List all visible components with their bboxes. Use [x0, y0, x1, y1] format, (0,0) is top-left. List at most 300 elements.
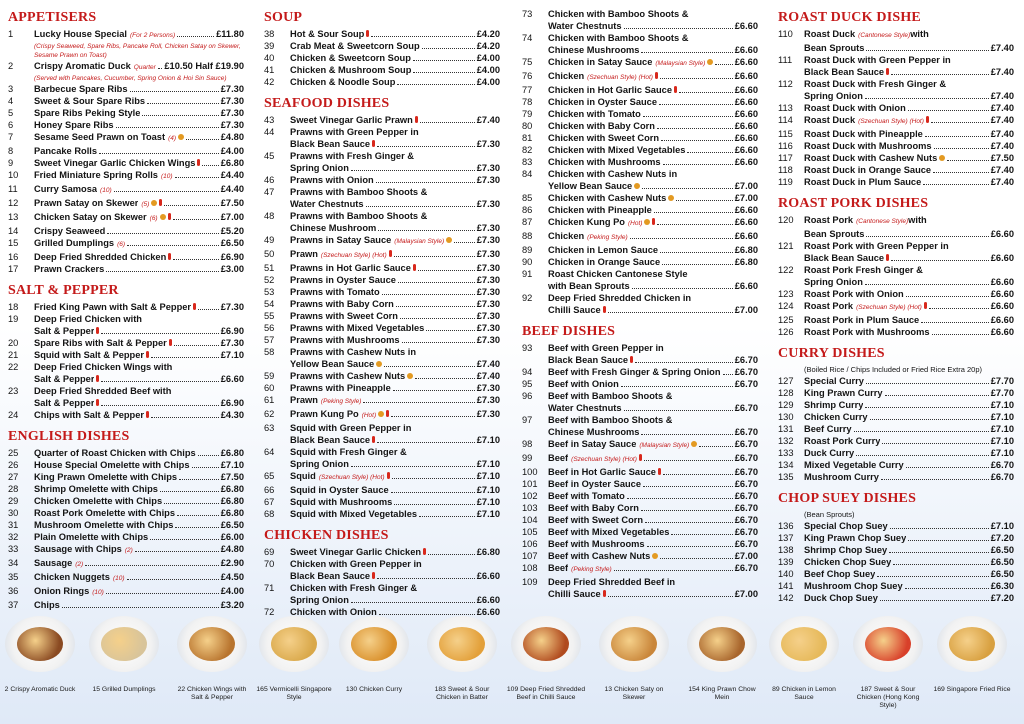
item-number: 130 — [778, 412, 794, 422]
menu-item — [8, 361, 244, 385]
item-number: 11 — [8, 184, 18, 194]
item-name: Roast Duck in Plum Sauce — [804, 177, 922, 187]
item-price: £6.60 — [734, 121, 758, 131]
item-price: £4.80 — [220, 132, 244, 142]
item-line — [290, 546, 500, 558]
item-name: Beef — [548, 453, 569, 463]
dish-photo — [932, 612, 1012, 694]
menu-item — [778, 580, 1014, 592]
item-body — [804, 375, 1014, 387]
item-price: £7.40 — [476, 115, 500, 125]
item-name-cont: Black Bean Sauce — [804, 253, 885, 263]
item-price: £6.30 — [990, 581, 1014, 591]
item-line — [804, 556, 1014, 568]
item-price: £6.70 — [734, 439, 758, 449]
leader-dots — [418, 270, 475, 271]
menu-item — [522, 438, 758, 452]
item-price: £11.80 — [216, 29, 244, 39]
item-price: £7.30 — [476, 323, 500, 333]
item-price: £7.10 — [476, 497, 500, 507]
item-name: Chips — [34, 600, 60, 610]
item-number: 46 — [264, 175, 275, 185]
item-name: Squid — [290, 471, 316, 481]
item-number: 100 — [522, 467, 538, 477]
item-line-2 — [290, 138, 500, 150]
menu-item — [778, 28, 1014, 54]
item-name: Prawn Satay on Skewer — [34, 198, 139, 208]
item-name-cont: Salt & Pepper — [34, 326, 95, 336]
item-price: £6.60 — [990, 277, 1014, 287]
item-line — [548, 292, 758, 304]
item-line — [804, 140, 1014, 152]
item-line — [804, 435, 1014, 447]
item-body — [34, 557, 244, 571]
item-line — [804, 152, 1014, 164]
item-price: £6.70 — [734, 379, 758, 389]
item-body — [804, 411, 1014, 423]
menu-item — [522, 478, 758, 490]
item-price: £7.30 — [220, 96, 244, 106]
item-price: £7.10 — [476, 471, 500, 481]
item-price: £7.30 — [476, 383, 500, 393]
food-image — [17, 627, 63, 661]
menu-item — [8, 131, 244, 145]
item-price: £7.30 — [476, 275, 500, 285]
leader-dots — [151, 417, 219, 418]
item-line — [290, 446, 500, 458]
item-line — [548, 550, 758, 562]
item-name: Chicken with Mushrooms — [548, 157, 661, 167]
item-price: £6.60 — [734, 109, 758, 119]
item-price: £4.00 — [220, 146, 244, 156]
item-body — [804, 214, 1014, 240]
item-line — [290, 234, 500, 248]
item-line-2 — [548, 588, 758, 600]
menu-item — [778, 128, 1014, 140]
leader-dots — [630, 238, 733, 239]
item-name: Chicken with Cashew Nuts — [548, 193, 667, 203]
menu-item — [778, 300, 1014, 314]
item-line — [804, 387, 1014, 399]
item-number: 50 — [264, 249, 275, 259]
item-price: £6.80 — [734, 245, 758, 255]
dish-photo — [422, 612, 502, 702]
item-name: Roast Pork in Plum Sauce — [804, 315, 920, 325]
item-price: £6.60 — [220, 374, 244, 384]
item-line — [548, 244, 758, 256]
leader-dots — [906, 467, 989, 468]
item-price: £6.60 — [734, 157, 758, 167]
menu-item — [522, 414, 758, 438]
item-number: 118 — [778, 165, 793, 175]
item-line — [34, 409, 244, 421]
item-number: 38 — [264, 29, 275, 39]
item-line — [804, 300, 1014, 314]
menu-item — [8, 557, 244, 571]
item-body — [548, 526, 758, 538]
chili-icon — [366, 30, 369, 37]
menu-item — [522, 168, 758, 192]
item-body — [548, 342, 758, 366]
menu-item — [8, 107, 244, 119]
leader-dots — [198, 455, 219, 456]
item-number: 59 — [264, 371, 275, 381]
item-name: Beef with Baby Corn — [548, 503, 639, 513]
item-number: 57 — [264, 335, 275, 345]
item-line — [804, 459, 1014, 471]
food-image — [271, 627, 317, 661]
leader-dots — [398, 282, 475, 283]
item-price: £7.00 — [220, 212, 244, 222]
dish-photo — [594, 612, 674, 702]
item-line — [290, 150, 500, 162]
item-note: (Szechuan Style) (Hot) — [318, 474, 385, 481]
item-number: 97 — [522, 415, 533, 425]
item-name-suffix: with — [910, 29, 929, 39]
item-number: 41 — [264, 65, 275, 75]
item-body — [548, 378, 758, 390]
item-line — [548, 144, 758, 156]
leader-dots — [934, 148, 989, 149]
item-line — [290, 334, 500, 346]
item-body — [34, 585, 244, 599]
food-image — [611, 627, 657, 661]
menu-item — [522, 490, 758, 502]
item-number: 113 — [778, 103, 793, 113]
chili-icon — [193, 303, 196, 310]
item-line-2 — [804, 228, 1014, 240]
menu-item — [8, 95, 244, 107]
item-line — [804, 288, 1014, 300]
item-number: 30 — [8, 508, 19, 518]
item-body — [548, 244, 758, 256]
menu-item — [8, 169, 244, 183]
item-line-2 — [548, 426, 758, 438]
plate-image — [259, 616, 329, 672]
item-number: 78 — [522, 97, 533, 107]
item-body — [34, 349, 244, 361]
item-number: 99 — [522, 453, 533, 463]
item-line — [34, 169, 244, 183]
menu-item — [264, 382, 500, 394]
item-line — [34, 251, 244, 263]
item-number: 51 — [264, 263, 275, 273]
item-price: £7.50 — [220, 198, 244, 208]
item-price: £6.50 — [220, 520, 244, 530]
item-name-cont: with Bean Sprouts — [548, 281, 630, 291]
food-image — [781, 627, 827, 661]
leader-dots — [377, 442, 475, 443]
plate-image — [599, 616, 669, 672]
item-line-2 — [290, 222, 500, 234]
item-body — [34, 83, 244, 95]
item-price: £7.00 — [734, 181, 758, 191]
item-line — [548, 576, 758, 588]
item-body — [548, 120, 758, 132]
item-number: 106 — [522, 539, 538, 549]
item-price: £4.30 — [220, 410, 244, 420]
chili-icon — [96, 399, 99, 406]
menu-item — [522, 230, 758, 244]
item-price: £6.70 — [734, 367, 758, 377]
item-line-2 — [804, 252, 1014, 264]
item-note: (5) — [141, 201, 150, 208]
item-name: Roast Duck with Fresh Ginger & — [804, 79, 947, 89]
item-line — [548, 120, 758, 132]
item-line — [548, 452, 758, 466]
item-name: Prawns with Cashew Nuts in — [290, 347, 417, 357]
item-number: 92 — [522, 293, 533, 303]
item-name: Chicken & Mushroom Soup — [290, 65, 412, 75]
item-name: Beef with Mixed Vegetables — [548, 527, 670, 537]
item-body — [804, 435, 1014, 447]
item-body — [34, 483, 244, 495]
dish-photo — [764, 612, 844, 702]
item-body — [34, 313, 244, 337]
item-line — [34, 225, 244, 237]
item-price: £4.40 — [220, 184, 244, 194]
item-name: Prawn — [290, 395, 318, 405]
item-number: 87 — [522, 217, 533, 227]
item-name: Pancake Rolls — [34, 146, 98, 156]
item-note: Quarter — [133, 64, 156, 71]
leader-dots — [671, 534, 732, 535]
item-line — [34, 471, 244, 483]
menu-item — [264, 546, 500, 558]
chili-icon — [423, 548, 426, 555]
item-name: Roast Duck — [804, 115, 856, 125]
item-number: 75 — [522, 57, 533, 67]
item-name: Mushroom Chop Suey — [804, 581, 903, 591]
menu-item — [778, 140, 1014, 152]
item-body — [804, 288, 1014, 300]
item-line-2 — [548, 402, 758, 414]
menu-item — [264, 298, 500, 310]
nut-icon — [378, 411, 384, 417]
item-price: £7.00 — [734, 589, 758, 599]
menu-item — [8, 301, 244, 313]
item-name: Chicken with Baby Corn — [548, 121, 655, 131]
menu-item — [264, 150, 500, 174]
item-name: Prawns with Fresh Ginger & — [290, 151, 414, 161]
section-gap — [522, 316, 758, 322]
item-body — [548, 514, 758, 526]
menu-item — [264, 186, 500, 210]
dish-photo — [172, 612, 252, 702]
item-note: (Cantonese Style) — [856, 218, 909, 225]
leader-dots — [906, 296, 989, 297]
item-body — [34, 361, 244, 385]
leader-dots — [392, 478, 475, 479]
item-line — [34, 543, 244, 557]
item-line — [548, 204, 758, 216]
item-number: 42 — [264, 77, 275, 87]
leader-dots — [384, 366, 475, 367]
menu-item — [778, 411, 1014, 423]
item-body — [290, 52, 500, 64]
item-price: £6.80 — [734, 257, 758, 267]
menu-item — [264, 64, 500, 76]
menu-item — [778, 326, 1014, 338]
item-line — [290, 40, 500, 52]
item-name: Chicken in Hot Garlic Sauce — [548, 85, 672, 95]
item-line — [804, 375, 1014, 387]
leader-dots — [177, 515, 219, 516]
leader-dots — [663, 164, 733, 165]
item-number: 105 — [522, 527, 538, 537]
item-name-cont: Black Bean Sauce — [290, 435, 371, 445]
item-line — [548, 438, 758, 452]
item-number: 86 — [522, 205, 533, 215]
item-number: 98 — [522, 439, 533, 449]
item-body — [548, 70, 758, 84]
item-line — [548, 378, 758, 390]
item-number: 121 — [778, 241, 794, 251]
item-number: 61 — [264, 395, 275, 405]
item-price: £7.40 — [990, 103, 1014, 113]
item-body — [34, 385, 244, 409]
menu-item — [8, 483, 244, 495]
item-name: Duck Curry — [804, 448, 855, 458]
item-name: Chicken Omelette with Chips — [34, 496, 163, 506]
item-line — [804, 568, 1014, 580]
item-price: £6.70 — [990, 460, 1014, 470]
menu-item — [264, 28, 500, 40]
item-price: £6.70 — [734, 403, 758, 413]
item-name-cont: Water Chestnuts — [290, 199, 364, 209]
menu-item — [8, 447, 244, 459]
nut-icon — [446, 237, 452, 243]
item-number: 18 — [8, 302, 19, 312]
item-number: 35 — [8, 572, 19, 582]
item-name: Beef with Sweet Corn — [548, 515, 644, 525]
item-number: 17 — [8, 264, 19, 274]
leader-dots — [621, 386, 733, 387]
chili-icon — [169, 339, 172, 346]
item-number: 64 — [264, 447, 275, 457]
item-body — [548, 144, 758, 156]
chili-icon — [655, 72, 658, 79]
menu-item — [522, 366, 758, 378]
item-price: £6.60 — [734, 71, 758, 81]
menu-item — [8, 337, 244, 349]
leader-dots — [676, 200, 732, 201]
item-number: 47 — [264, 187, 275, 197]
item-body — [290, 262, 500, 274]
item-name: Chicken with Green Pepper in — [290, 559, 422, 569]
item-line — [34, 557, 244, 571]
item-name: King Prawn Omelette with Chips — [34, 472, 178, 482]
item-line — [34, 507, 244, 519]
item-line — [804, 399, 1014, 411]
item-line — [290, 496, 500, 508]
leader-dots — [893, 564, 988, 565]
item-number: 22 — [8, 362, 19, 372]
item-name-cont: Yellow Bean Sauce — [290, 359, 375, 369]
menu-item — [8, 263, 244, 275]
item-price: £7.30 — [476, 299, 500, 309]
item-price: £7.40 — [990, 141, 1014, 151]
leader-dots — [419, 516, 475, 517]
item-line — [548, 132, 758, 144]
item-body — [548, 390, 758, 414]
item-price: £6.00 — [220, 532, 244, 542]
leader-dots — [400, 318, 475, 319]
item-body — [804, 568, 1014, 580]
leader-dots — [663, 474, 733, 475]
section-title: APPETISERS — [8, 10, 97, 25]
chili-icon — [96, 375, 99, 382]
dish-photo — [334, 612, 414, 694]
item-line — [290, 76, 500, 88]
menu-item — [264, 496, 500, 508]
food-image — [523, 627, 569, 661]
item-line — [290, 370, 500, 382]
item-body — [290, 346, 500, 370]
item-price: £7.50 — [220, 472, 244, 482]
menu-item — [778, 102, 1014, 114]
item-name: Chicken & Noodle Soup — [290, 77, 396, 87]
item-note: (Peking Style) — [571, 566, 612, 573]
menu-item — [778, 214, 1014, 240]
item-line — [548, 514, 758, 526]
food-image — [699, 627, 745, 661]
menu-item — [522, 342, 758, 366]
leader-dots — [699, 446, 733, 447]
leader-dots — [608, 596, 733, 597]
leader-dots — [891, 74, 989, 75]
item-line — [804, 580, 1014, 592]
leader-dots — [150, 539, 219, 540]
item-price: £7.10 — [220, 460, 244, 470]
plate-image — [937, 616, 1007, 672]
item-line — [548, 478, 758, 490]
item-price: £7.40 — [990, 129, 1014, 139]
item-number: 136 — [778, 521, 794, 531]
item-body — [290, 210, 500, 234]
item-name: Roast Pork — [804, 301, 854, 311]
item-body — [290, 150, 500, 174]
chili-icon — [630, 356, 633, 363]
item-number: 10 — [8, 170, 19, 180]
section-title: ENGLISH DISHES — [8, 429, 130, 444]
item-body — [548, 502, 758, 514]
item-number: 81 — [522, 133, 533, 143]
item-price: £7.40 — [990, 91, 1014, 101]
leader-dots — [393, 390, 475, 391]
item-price: £7.10 — [476, 485, 500, 495]
item-number: 109 — [522, 577, 538, 587]
chili-icon — [96, 327, 99, 334]
item-price: £6.60 — [734, 217, 758, 227]
item-line — [290, 262, 500, 274]
leader-dots — [856, 455, 989, 456]
nut-icon — [652, 553, 658, 559]
leader-dots — [659, 104, 733, 105]
item-number: 133 — [778, 448, 794, 458]
item-body — [804, 114, 1014, 128]
item-price: £6.50 — [990, 545, 1014, 555]
item-body — [804, 176, 1014, 188]
item-price: £6.60 — [476, 607, 500, 617]
item-body — [34, 599, 244, 611]
leader-dots — [641, 52, 732, 53]
item-price: £7.10 — [220, 350, 244, 360]
item-line — [34, 211, 244, 225]
item-number: 56 — [264, 323, 275, 333]
item-line — [290, 126, 500, 138]
menu-item — [8, 145, 244, 157]
